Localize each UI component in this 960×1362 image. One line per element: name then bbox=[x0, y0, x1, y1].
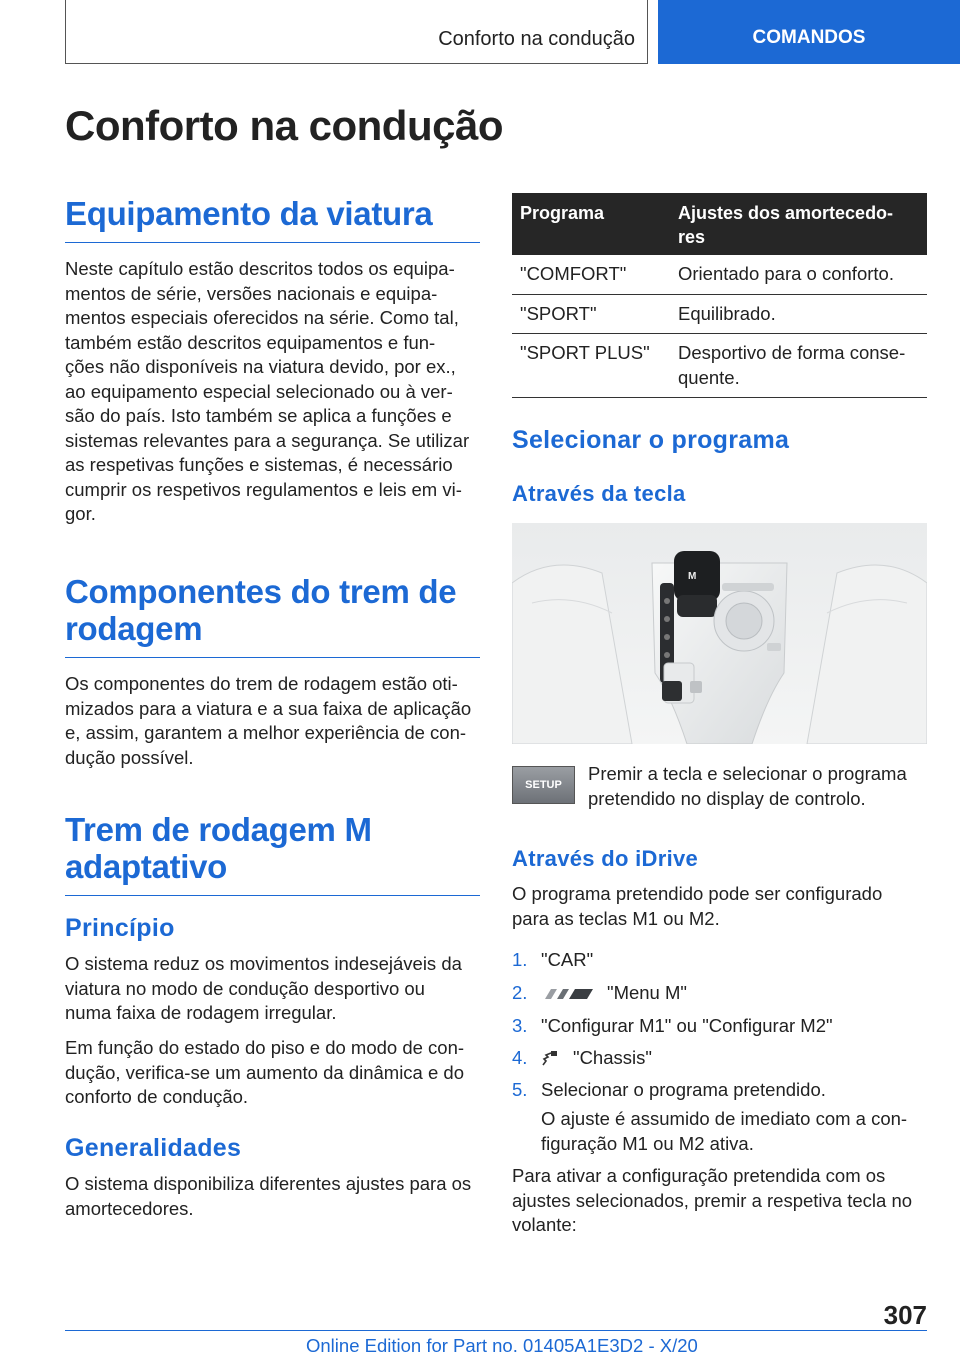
table-header-ajustes bbox=[670, 193, 927, 255]
step-text: "Configurar M1" ou "Configurar M2" bbox=[541, 1015, 833, 1036]
text-line: Os componentes do trem de rodagem estão oti- bbox=[65, 673, 458, 694]
m-logo-icon bbox=[541, 987, 597, 1001]
text-line: mentos de série, versões nacionais e equipa- bbox=[65, 282, 438, 304]
page-number: 307 bbox=[883, 1300, 927, 1330]
paragraph-principio-2 bbox=[65, 1036, 483, 1110]
page-title: Conforto na condução bbox=[65, 102, 503, 149]
paragraph-principio bbox=[65, 952, 483, 1026]
cell-line: Desportivo de forma conse- bbox=[678, 342, 906, 363]
paragraph-equipamento bbox=[65, 257, 483, 527]
paragraph-setup bbox=[588, 762, 928, 811]
step-text: "Menu M" bbox=[607, 982, 687, 1003]
step-content bbox=[541, 981, 687, 1006]
step-text: "CAR" bbox=[541, 949, 594, 970]
table-header-row bbox=[512, 193, 927, 255]
table-cell-program: "SPORT PLUS" bbox=[512, 334, 670, 398]
heading-atraves-tecla: Através da tecla bbox=[512, 481, 686, 506]
text-line: mentos especiais oferecidos na série. Como tal, bbox=[65, 307, 459, 328]
table-cell-program: "SPORT" bbox=[512, 294, 670, 334]
spring-icon bbox=[541, 1051, 563, 1067]
header-line: res bbox=[678, 227, 706, 247]
table-row bbox=[512, 294, 927, 334]
text-line: Neste capítulo estão descritos todos os equipa- bbox=[65, 258, 455, 279]
text-line: dução possível. bbox=[65, 746, 194, 768]
heading-generalidades: Generalidades bbox=[65, 1134, 242, 1162]
table-cell-setting: Orientado para o conforto. bbox=[670, 255, 927, 294]
step-text: Selecionar o programa pretendido. bbox=[541, 1079, 826, 1100]
header-chapter-title: Conforto na condução bbox=[438, 28, 635, 50]
step-number: 1. bbox=[512, 949, 528, 970]
svg-text:M: M bbox=[688, 571, 697, 582]
paragraph-idrive bbox=[512, 882, 932, 931]
text-line: O ajuste é assumido de imediato com a con- bbox=[541, 1108, 908, 1129]
step-number: 3. bbox=[512, 1015, 528, 1036]
step-number: 2. bbox=[512, 982, 528, 1003]
table-row bbox=[512, 334, 927, 398]
text-line: gor. bbox=[65, 503, 96, 524]
text-line: ajustes selecionados, premir a respetiva tecla no bbox=[512, 1189, 913, 1211]
table-cell-program: "COMFORT" bbox=[512, 255, 670, 294]
heading-trem-adaptativo bbox=[65, 811, 480, 896]
text-line: figuração M1 ou M2 ativa. bbox=[541, 1132, 754, 1154]
text-line: as respetivas funções e sistemas, é necessário bbox=[65, 454, 453, 475]
heading-line: Trem de rodagem M bbox=[65, 811, 372, 848]
footer-divider bbox=[65, 1330, 927, 1331]
step-text: "Chassis" bbox=[573, 1047, 652, 1068]
heading-componentes bbox=[65, 573, 480, 658]
heading-atraves-idrive: Através do iDrive bbox=[512, 846, 699, 871]
table-row bbox=[512, 255, 927, 294]
text-line: mizados para a viatura e a sua faixa de aplicação bbox=[65, 697, 472, 719]
text-line: e, assim, garantem a melhor experiência de con- bbox=[65, 722, 467, 743]
paragraph-generalidades bbox=[65, 1172, 483, 1221]
step-number: 4. bbox=[512, 1047, 528, 1068]
text-line: viatura no modo de condução desportivo ou bbox=[65, 977, 425, 999]
table-cell-setting bbox=[670, 334, 927, 398]
header-section-label: COMANDOS bbox=[658, 0, 960, 64]
heading-line: Componentes do trem de bbox=[65, 573, 457, 610]
step-number: 5. bbox=[512, 1079, 528, 1100]
step-content bbox=[541, 1046, 652, 1071]
text-line: para as teclas M1 ou M2. bbox=[512, 907, 720, 929]
paragraph-final bbox=[512, 1164, 932, 1238]
heading-equipamento-text: Equipamento da viatura bbox=[65, 195, 433, 232]
paragraph-componentes bbox=[65, 672, 483, 770]
text-line: pretendido no display de controlo. bbox=[588, 787, 866, 809]
text-line: O programa pretendido pode ser configurado bbox=[512, 883, 883, 904]
center-console-image bbox=[512, 523, 927, 744]
heading-line: adaptativo bbox=[65, 848, 228, 885]
header-line: Ajustes dos amortecedo- bbox=[678, 203, 894, 223]
text-line: cumprir os respetivos regulamentos e leis em vi- bbox=[65, 478, 462, 500]
text-line: Premir a tecla e selecionar o programa bbox=[588, 763, 907, 784]
text-line: dução, verifica-se um aumento da dinâmica e do bbox=[65, 1061, 464, 1083]
header-chapter-tab bbox=[65, 0, 648, 64]
text-line: numa faixa de rodagem irregular. bbox=[65, 1002, 337, 1023]
text-line: amortecedores. bbox=[65, 1197, 194, 1219]
text-line: também estão descritos equipamentos e fun- bbox=[65, 331, 436, 353]
text-line: conforto de condução. bbox=[65, 1086, 249, 1107]
setup-key-icon bbox=[512, 766, 575, 804]
table-cell-setting: Equilibrado. bbox=[670, 294, 927, 334]
text-line: Em função do estado do piso e do modo de con- bbox=[65, 1037, 465, 1058]
heading-principio: Princípio bbox=[65, 914, 175, 942]
setup-key-label: SETUP bbox=[525, 779, 562, 791]
heading-selecionar-programa: Selecionar o programa bbox=[512, 426, 790, 454]
text-line: O sistema disponibiliza diferentes ajustes para os bbox=[65, 1173, 472, 1194]
text-line: Para ativar a configuração pretendida com os bbox=[512, 1165, 886, 1186]
paragraph-step5-note bbox=[541, 1107, 931, 1156]
text-line: volante: bbox=[512, 1214, 577, 1235]
heading-line: rodagem bbox=[65, 610, 203, 647]
damper-settings-table bbox=[512, 193, 927, 398]
text-line: são do país. Isto também se aplica a funções e bbox=[65, 405, 452, 426]
cell-line: quente. bbox=[678, 366, 740, 388]
text-line: ções não disponíveis na viatura devido, por ex., bbox=[65, 356, 456, 377]
heading-equipamento bbox=[65, 195, 480, 243]
text-line: ao equipamento especial selecionado ou à ver- bbox=[65, 380, 453, 402]
text-line: sistemas relevantes para a segurança. Se utilizar bbox=[65, 429, 470, 451]
footer-edition-link[interactable]: Online Edition for Part no. 01405A1E3D2 - X/20 bbox=[306, 1335, 698, 1356]
table-header-programa: Programa bbox=[512, 193, 670, 255]
text-line: O sistema reduz os movimentos indesejáveis da bbox=[65, 953, 462, 974]
